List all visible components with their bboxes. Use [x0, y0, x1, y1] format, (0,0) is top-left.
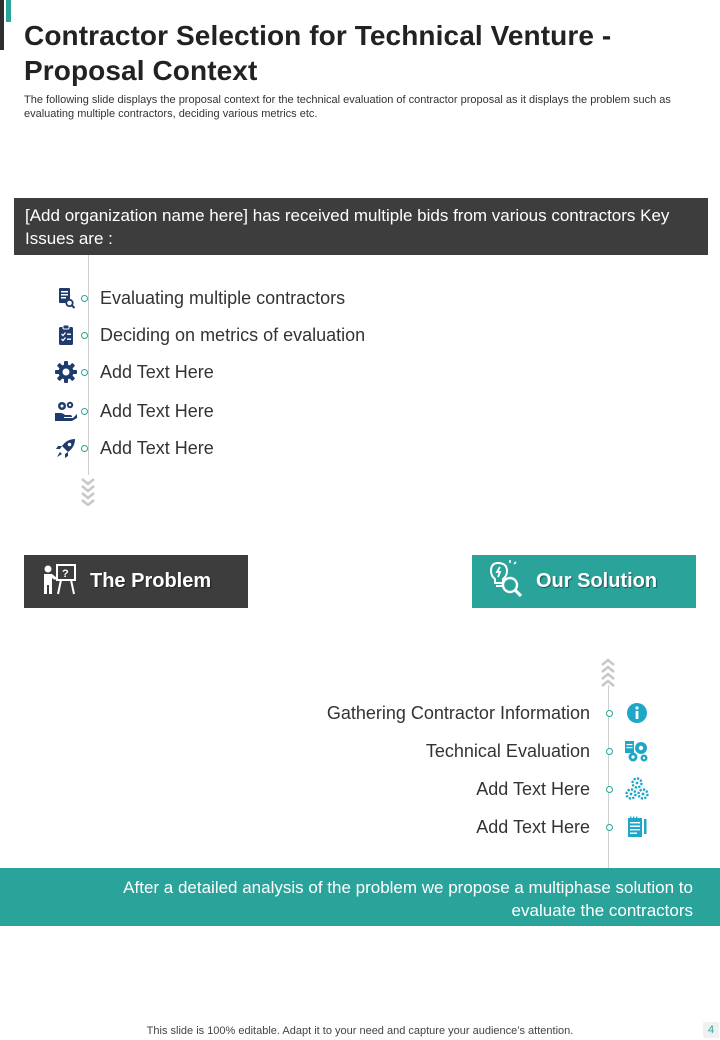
conclusion-banner: After a detailed analysis of the problem we propose a multiphase solution to evaluate the contractors [0, 868, 720, 926]
key-issues-banner: [Add organization name here] has received multiple bids from various contractors Key Issues are : [14, 198, 708, 255]
rocket-icon [52, 437, 80, 459]
solution-item-label: Add Text Here [476, 816, 590, 837]
cogs-icon [624, 777, 650, 801]
timeline-dot [81, 295, 88, 302]
footer-note: This slide is 100% editable. Adapt it to your need and capture your audience’s attention. [146, 1025, 574, 1037]
title-accent-teal [6, 0, 11, 22]
issue-item [52, 285, 345, 311]
solution-item [327, 700, 650, 726]
presenter-board-icon [42, 563, 78, 600]
timeline-dot [606, 824, 613, 831]
issue-item [52, 359, 214, 385]
issue-label: Add Text Here [100, 361, 214, 382]
problem-label: The Problem [90, 570, 212, 592]
issue-label: Deciding on metrics of evaluation [100, 324, 366, 345]
hand-gears-icon [52, 400, 80, 422]
notepad-icon [624, 815, 650, 839]
timeline-dot [81, 369, 88, 376]
timeline-dot [81, 445, 88, 452]
svg-text:?: ? [62, 568, 69, 580]
document-search-icon [52, 287, 80, 309]
page-title: Contractor Selection for Technical Venture - Proposal Context [24, 20, 612, 86]
clipboard-checklist-icon [52, 324, 80, 346]
lightbulb-search-icon [488, 560, 524, 603]
chevron-up-icon [600, 658, 616, 688]
issue-label: Evaluating multiple contractors [100, 287, 346, 308]
solution-box [472, 555, 696, 608]
gear-icon [52, 361, 80, 383]
issue-label: Add Text Here [100, 400, 214, 421]
info-icon [624, 701, 650, 725]
page-number: 4 [703, 1022, 719, 1038]
timeline-dot [606, 786, 613, 793]
solution-item-label: Technical Evaluation [425, 740, 590, 761]
issue-item [52, 398, 214, 424]
gears-document-icon [624, 739, 650, 763]
timeline-dot [606, 710, 613, 717]
issue-item [52, 322, 365, 348]
solution-item [476, 776, 650, 802]
issue-label: Add Text Here [100, 437, 214, 458]
solution-item-label: Add Text Here [476, 778, 590, 799]
page-subtitle: The following slide displays the proposal context for the technical evaluation of contractor proposal as it displays the problem such as evaluating multiple contractors, deciding various metrics etc. [24, 94, 671, 120]
solution-item-label: Gathering Contractor Information [326, 702, 590, 723]
timeline-dot [606, 748, 613, 755]
issue-item [52, 435, 214, 461]
timeline-dot [81, 408, 88, 415]
solution-item [426, 738, 650, 764]
problem-box [24, 555, 248, 608]
solution-item [476, 814, 650, 840]
solution-label: Our Solution [536, 570, 658, 592]
title-accent-dark [0, 0, 4, 50]
chevron-down-icon [80, 476, 96, 506]
timeline-dot [81, 332, 88, 339]
